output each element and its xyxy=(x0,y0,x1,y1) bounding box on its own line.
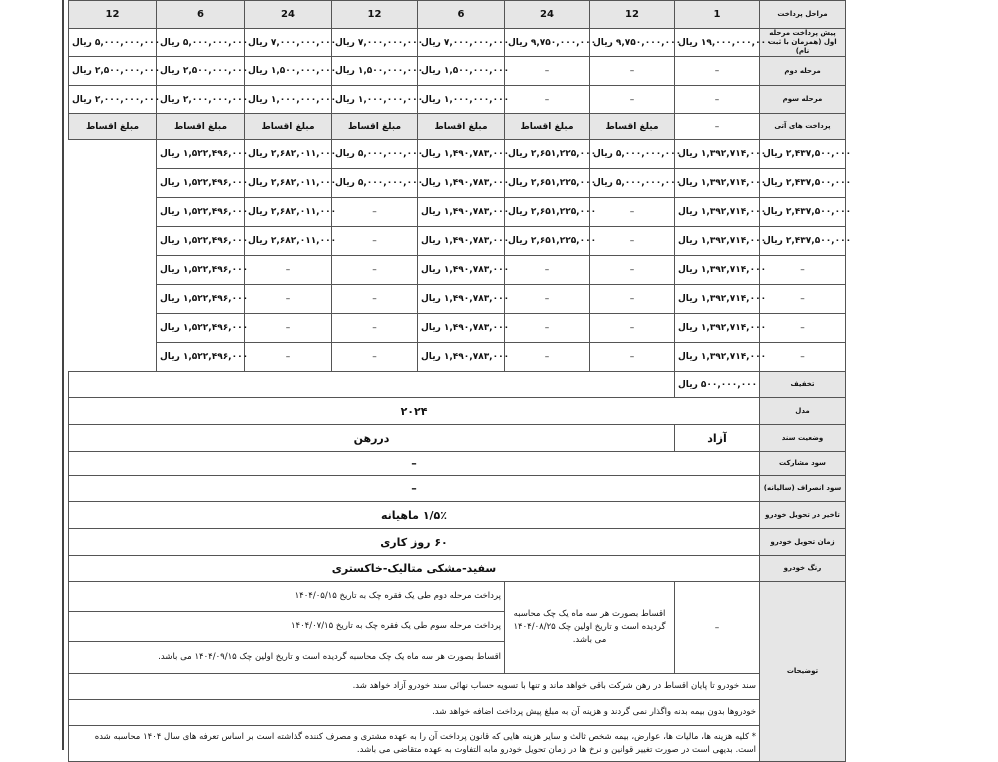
installment-cell: – xyxy=(505,256,590,285)
installment-cell: – xyxy=(332,343,418,372)
stage1-cell: ۹,۷۵۰,۰۰۰,۰۰۰ ریال xyxy=(505,29,590,57)
installment-row xyxy=(69,343,846,372)
installment-row xyxy=(69,140,846,169)
installment-cell: ۱,۴۹۰,۷۸۳,۰۰۰ ریال xyxy=(418,285,505,314)
stage2-cell: ۱,۵۰۰,۰۰۰,۰۰۰ ریال xyxy=(418,57,505,86)
delivery-time-label: زمان تحویل خودرو xyxy=(760,529,846,556)
stage3-cell: ۱,۰۰۰,۰۰۰,۰۰۰ ریال xyxy=(418,86,505,114)
installment-cell: ۲,۶۵۱,۲۲۵,۰۰۰ ریال xyxy=(505,169,590,198)
stage3-cell: ۱,۰۰۰,۰۰۰,۰۰۰ ریال xyxy=(245,86,332,114)
stage2-cell: ۲,۵۰۰,۰۰۰,۰۰۰ ریال xyxy=(69,57,157,86)
installment-cell: – xyxy=(590,198,675,227)
model-row xyxy=(69,398,846,425)
installment-cell: – xyxy=(505,314,590,343)
installment-cell: ۱,۴۹۰,۷۸۳,۰۰۰ ریال xyxy=(418,256,505,285)
installment-cell: ۱,۴۹۰,۷۸۳,۰۰۰ ریال xyxy=(418,343,505,372)
stage1-cell: ۵,۰۰۰,۰۰۰,۰۰۰ ریال xyxy=(69,29,157,57)
installment-cell: ۱,۵۲۲,۴۹۶,۰۰۰ ریال xyxy=(157,169,245,198)
installment-cell: ۱,۴۹۰,۷۸۳,۰۰۰ ریال xyxy=(418,227,505,256)
installment-cell: ۲,۶۸۲,۰۱۱,۰۰۰ ریال xyxy=(245,169,332,198)
discount-label: تخفیف xyxy=(760,372,846,398)
installment-cell: ۵,۰۰۰,۰۰۰,۰۰۰ ریال xyxy=(332,140,418,169)
notes-plan6: اقساط بصورت هر سه ماه یک چک محاسبه گردیده است و تاریخ اولین چک ۱۴۰۴/۰۸/۲۵ می باشد. xyxy=(505,582,675,674)
installment-cell: – xyxy=(332,314,418,343)
installment-header: مبلغ اقساط xyxy=(418,114,505,140)
installment-cell: ۲,۴۳۷,۵۰۰,۰۰۰ ریال xyxy=(760,227,846,256)
installment-cell: ۱,۳۹۲,۷۱۴,۰۰۰ ریال xyxy=(675,169,760,198)
installment-cell: ۵,۰۰۰,۰۰۰,۰۰۰ ریال xyxy=(590,140,675,169)
stage3-cell: – xyxy=(675,86,760,114)
plan-col-8: 12 xyxy=(69,1,157,29)
annual-profit-label: سود انصراف (سالیانه) xyxy=(760,476,846,502)
plan-col-5: 12 xyxy=(332,1,418,29)
stage1-title: مرحله اول (همزمان با ثبت نام) xyxy=(768,29,837,55)
notes-row-4 xyxy=(69,674,846,700)
stage2-cell: – xyxy=(675,57,760,86)
installment-cell: ۱,۳۹۲,۷۱۴,۰۰۰ ریال xyxy=(675,314,760,343)
stage1-cell: ۷,۰۰۰,۰۰۰,۰۰۰ ریال xyxy=(418,29,505,57)
delay-value: ۱/۵٪ ماهیانه xyxy=(69,502,760,529)
installment-row xyxy=(69,256,846,285)
installment-header: مبلغ اقساط xyxy=(245,114,332,140)
installment-cell: ۲,۴۳۷,۵۰۰,۰۰۰ ریال xyxy=(760,140,846,169)
delay-row xyxy=(69,502,846,529)
model-label: مدل xyxy=(760,398,846,425)
stage3-label: مرحله سوم xyxy=(760,86,846,114)
plan-col-3: 24 xyxy=(505,1,590,29)
stage3-cell: – xyxy=(590,86,675,114)
color-value: سفید-مشکی متالیک-خاکستری xyxy=(69,556,760,582)
installment-header: مبلغ اقساط xyxy=(332,114,418,140)
installment-header: مبلغ اقساط xyxy=(590,114,675,140)
installment-cell: – xyxy=(245,343,332,372)
plan-col-2: 12 xyxy=(590,1,675,29)
stage3-cell: ۲,۰۰۰,۰۰۰,۰۰۰ ریال xyxy=(157,86,245,114)
doc-status-installment: دررهن xyxy=(69,425,675,452)
installment-cell: – xyxy=(760,285,846,314)
installment-cell: ۱,۳۹۲,۷۱۴,۰۰۰ ریال xyxy=(675,343,760,372)
stage2-cell: ۱,۵۰۰,۰۰۰,۰۰۰ ریال xyxy=(245,57,332,86)
installment-cell: – xyxy=(590,256,675,285)
installment-row xyxy=(69,169,846,198)
installment-cell: – xyxy=(245,314,332,343)
installment-header: مبلغ اقساط xyxy=(69,114,157,140)
installment-cell: ۱,۵۲۲,۴۹۶,۰۰۰ ریال xyxy=(157,140,245,169)
plan-col-7: 6 xyxy=(157,1,245,29)
stage2-cell: ۱,۵۰۰,۰۰۰,۰۰۰ ریال xyxy=(332,57,418,86)
installment-cell: ۱,۴۹۰,۷۸۳,۰۰۰ ریال xyxy=(418,198,505,227)
installment-cell: ۲,۶۵۱,۲۲۵,۰۰۰ ریال xyxy=(505,227,590,256)
stage1-cell: ۷,۰۰۰,۰۰۰,۰۰۰ ریال xyxy=(332,29,418,57)
plan-col-6: 24 xyxy=(245,1,332,29)
discount-value: ۵۰۰,۰۰۰,۰۰۰ ریال xyxy=(675,372,760,398)
installment-cell: – xyxy=(332,256,418,285)
installment-cell: – xyxy=(760,256,846,285)
payment-plan-document xyxy=(68,0,852,762)
color-row xyxy=(69,556,846,582)
installment-cell: – xyxy=(760,314,846,343)
installment-cell: ۵,۰۰۰,۰۰۰,۰۰۰ ریال xyxy=(590,169,675,198)
stage3-cell: ۱,۰۰۰,۰۰۰,۰۰۰ ریال xyxy=(332,86,418,114)
stage3-cell: – xyxy=(505,86,590,114)
down-payment-label: پیش پرداخت xyxy=(792,29,836,37)
installment-cell: ۲,۶۸۲,۰۱۱,۰۰۰ ریال xyxy=(245,140,332,169)
installment-cell: – xyxy=(590,314,675,343)
payment-plan-table xyxy=(68,0,852,762)
annual-profit-value: – xyxy=(69,476,760,502)
notes-stage2: پرداخت مرحله دوم طی یک فقره چک به تاریخ ۱۴۰۴/۰۵/۱۵ xyxy=(69,582,505,612)
delivery-time-row xyxy=(69,529,846,556)
installment-cell: – xyxy=(332,227,418,256)
installments-cash-cell: – xyxy=(675,114,760,140)
stage2-cell: – xyxy=(505,57,590,86)
participation-value: – xyxy=(69,452,760,476)
stage2-cell: – xyxy=(590,57,675,86)
stage1-cell: ۹,۷۵۰,۰۰۰,۰۰۰ ریال xyxy=(590,29,675,57)
stage3-row xyxy=(69,86,846,114)
participation-label: سود مشارکت xyxy=(760,452,846,476)
installment-cell: – xyxy=(245,256,332,285)
delay-label: تاخیر در تحویل خودرو xyxy=(760,502,846,529)
installment-cell: ۲,۶۸۲,۰۱۱,۰۰۰ ریال xyxy=(245,227,332,256)
installment-cell: ۱,۵۲۲,۴۹۶,۰۰۰ ریال xyxy=(157,285,245,314)
notes-line1: سند خودرو تا پایان اقساط در رهن شرکت باقی خواهد ماند و تنها با تسویه حساب نهائی سند خودرو آزاد خواهد شد. xyxy=(69,674,760,700)
notes-row-1 xyxy=(69,582,846,612)
installment-cell: ۱,۵۲۲,۴۹۶,۰۰۰ ریال xyxy=(157,198,245,227)
annual-profit-row xyxy=(69,476,846,502)
installment-cell: ۵,۰۰۰,۰۰۰,۰۰۰ ریال xyxy=(332,169,418,198)
notes-line2: خودروها بدون بیمه بدنه واگذار نمی گردند و هزینه آن به مبلغ پیش پرداخت اضافه خواهد شد. xyxy=(69,700,760,726)
notes-cash-cell: – xyxy=(675,582,760,674)
installment-cell: ۲,۴۳۷,۵۰۰,۰۰۰ ریال xyxy=(760,169,846,198)
stage1-cell: ۱۹,۰۰۰,۰۰۰,۰۰۰ ریال xyxy=(675,29,760,57)
notes-line3: * کلیه هزینه ها، مالیات ها، عوارض، بیمه شخص ثالث و سایر هزینه هایی که قانون پرداخت آن را به عهده مشتری و مصرف کننده گذاشته است بر اساس تعرفه های سال ۱۴۰۴ محاسبه شده است. بدیهی است در صورت تغییر قوانین و نرخ ها در زمان تحویل خودرو مابه التفاوت به عهده متقاضی می باشد. xyxy=(69,726,760,762)
installment-header: مبلغ اقساط xyxy=(157,114,245,140)
color-label: رنگ خودرو xyxy=(760,556,846,582)
installment-cell: – xyxy=(760,343,846,372)
stage1-row xyxy=(69,29,846,57)
doc-status-label: وضعیت سند xyxy=(760,425,846,452)
doc-status-row xyxy=(69,425,846,452)
installment-header: مبلغ اقساط xyxy=(505,114,590,140)
installment-cell: – xyxy=(332,198,418,227)
installment-cell: – xyxy=(332,285,418,314)
installment-cell: – xyxy=(505,285,590,314)
delivery-time-value: ۶۰ روز کاری xyxy=(69,529,760,556)
installment-cell: ۱,۵۲۲,۴۹۶,۰۰۰ ریال xyxy=(157,227,245,256)
participation-row xyxy=(69,452,846,476)
installment-row xyxy=(69,314,846,343)
installment-cell: – xyxy=(590,285,675,314)
installment-cell: – xyxy=(245,285,332,314)
doc-status-cash: آزاد xyxy=(675,425,760,452)
installment-cell: – xyxy=(590,227,675,256)
stage1-cell: ۵,۰۰۰,۰۰۰,۰۰۰ ریال xyxy=(157,29,245,57)
notes-row-6 xyxy=(69,726,846,762)
stage1-cell: ۷,۰۰۰,۰۰۰,۰۰۰ ریال xyxy=(245,29,332,57)
installment-cell: ۲,۶۵۱,۲۲۵,۰۰۰ ریال xyxy=(505,198,590,227)
installment-cell: – xyxy=(590,343,675,372)
installment-cell: – xyxy=(505,343,590,372)
discount-row xyxy=(69,372,846,398)
installment-row xyxy=(69,198,846,227)
discount-empty xyxy=(69,372,675,398)
page-left-edge xyxy=(62,0,64,750)
plan-col-1: 1 xyxy=(675,1,760,29)
installment-cell: ۱,۳۹۲,۷۱۴,۰۰۰ ریال xyxy=(675,256,760,285)
model-value: ۲۰۲۴ xyxy=(69,398,760,425)
installment-cell: ۱,۵۲۲,۴۹۶,۰۰۰ ریال xyxy=(157,314,245,343)
installment-cell: ۱,۳۹۲,۷۱۴,۰۰۰ ریال xyxy=(675,198,760,227)
installment-cell: ۲,۶۸۲,۰۱۱,۰۰۰ ریال xyxy=(245,198,332,227)
installment-cell: ۱,۳۹۲,۷۱۴,۰۰۰ ریال xyxy=(675,285,760,314)
installment-cell: ۲,۶۵۱,۲۲۵,۰۰۰ ریال xyxy=(505,140,590,169)
installment-cell: ۱,۴۹۰,۷۸۳,۰۰۰ ریال xyxy=(418,314,505,343)
installment-row xyxy=(69,227,846,256)
notes-plan-other: اقساط بصورت هر سه ماه یک چک محاسبه گردیده است و تاریخ اولین چک ۱۴۰۴/۰۹/۱۵ می باشد. xyxy=(69,642,505,674)
stage1-label xyxy=(760,29,846,57)
installment-cell: ۱,۳۹۲,۷۱۴,۰۰۰ ریال xyxy=(675,140,760,169)
notes-row-5 xyxy=(69,700,846,726)
installment-cell: ۱,۴۹۰,۷۸۳,۰۰۰ ریال xyxy=(418,140,505,169)
installment-cell: ۱,۳۹۲,۷۱۴,۰۰۰ ریال xyxy=(675,227,760,256)
stage3-cell: ۲,۰۰۰,۰۰۰,۰۰۰ ریال xyxy=(69,86,157,114)
installment-cell: ۱,۵۲۲,۴۹۶,۰۰۰ ریال xyxy=(157,343,245,372)
installments-label: پرداخت های آتی xyxy=(760,114,846,140)
notes-label: توضیحات xyxy=(760,582,846,762)
installment-cell: ۱,۵۲۲,۴۹۶,۰۰۰ ریال xyxy=(157,256,245,285)
stage2-row xyxy=(69,57,846,86)
stages-label: مراحل پرداخت xyxy=(760,1,846,29)
plan-col-4: 6 xyxy=(418,1,505,29)
notes-stage3: پرداخت مرحله سوم طی یک فقره چک به تاریخ ۱۴۰۴/۰۷/۱۵ xyxy=(69,612,505,642)
installment-row xyxy=(69,285,846,314)
installments-header-row xyxy=(69,114,846,140)
stage2-cell: ۲,۵۰۰,۰۰۰,۰۰۰ ریال xyxy=(157,57,245,86)
installment-cell: ۲,۴۳۷,۵۰۰,۰۰۰ ریال xyxy=(760,198,846,227)
stage2-label: مرحله دوم xyxy=(760,57,846,86)
plans-header-row xyxy=(69,1,846,29)
installment-cell: ۱,۴۹۰,۷۸۳,۰۰۰ ریال xyxy=(418,169,505,198)
